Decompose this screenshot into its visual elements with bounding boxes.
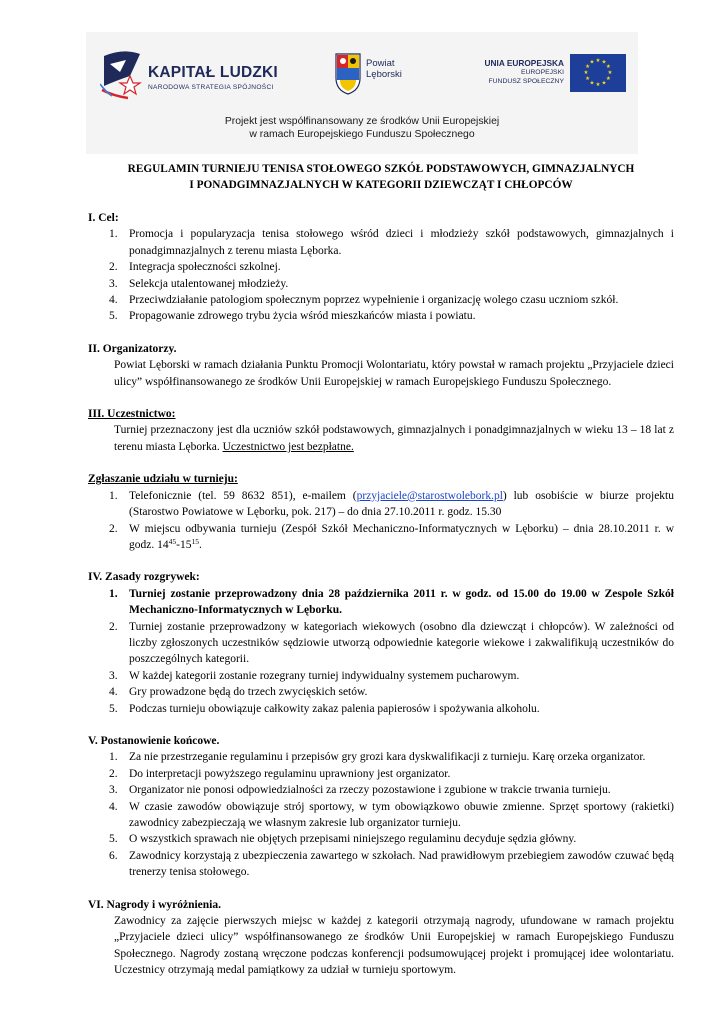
list-item: 2. Do interpretacji powyższego regulaminu uprawniony jest organizator.: [109, 767, 451, 780]
section-awards: [88, 897, 674, 979]
kapital-ludzki-subtitle: NARODOWA STRATEGIA SPÓJNOŚCI: [148, 84, 274, 91]
svg-text:★: ★: [607, 70, 613, 76]
svg-text:★: ★: [601, 59, 607, 66]
kapital-ludzki-mark-icon: [100, 46, 146, 102]
eu-label-line2: FUNDUSZ SPOŁECZNY: [488, 77, 564, 85]
powiat-label-line2: Lęborski: [366, 69, 402, 80]
section-paragraph: Powiat Lęborski w ramach działania Punktu Promocji Wolontariatu, który powstał w ramach projektu „Przyjaciele dzieci ulicy” współfinansowanego ze środków Unii Europejskiej w ramach Europejskiego Funduszu Społecznego.: [114, 359, 674, 388]
section-final-provisions: [88, 733, 674, 881]
section-heading: V. Postanowienie końcowe.: [88, 734, 220, 747]
cofinancing-caption-line2: w ramach Europejskiego Funduszu Społecznego: [249, 129, 475, 140]
eu-logo: [476, 54, 626, 100]
section-heading: III. Uczestnictwo:: [88, 408, 176, 421]
cofinancing-caption: [86, 115, 638, 141]
rules-list: [88, 586, 674, 717]
section-heading: I. Cel:: [88, 212, 119, 224]
svg-text:★: ★: [595, 82, 601, 88]
section-rules: [88, 569, 674, 717]
coat-of-arms-icon: [334, 52, 362, 96]
goal-list: [88, 226, 674, 324]
free-participation-note: Uczestnictwo jest bezpłatne.: [222, 440, 354, 453]
logo-banner: [86, 32, 638, 154]
list-item: 1. Za nie przestrzeganie regulaminu i przepisów gry grozi kara dyskwalifikacji z turnieju. Karę orzeka organizator.: [109, 751, 646, 764]
cofinancing-caption-line1: Projekt jest współfinansowany ze środków Unii Europejskiej: [224, 116, 500, 127]
list-item: 3. Organizator nie ponosi odpowiedzialności za rzeczy pozostawione i zgubione w trakcie trwania turnieju.: [109, 784, 611, 797]
list-item: 5. Propagowanie zdrowego trybu życia wśród mieszkańców miasta i powiatu.: [109, 310, 476, 323]
section-organizers: [88, 341, 674, 390]
svg-text:★: ★: [589, 80, 595, 87]
document-title: [88, 162, 674, 193]
kapital-ludzki-title: KAPITAŁ LUDZKI: [148, 64, 278, 81]
list-item: 1. Turniej zostanie przeprowadzony dnia 28 października 2011 r. w godz. od 15.00 do 19.00 w Zespole Szkół Mechaniczno-Informatycznych w Lęborku.: [109, 587, 674, 617]
section-heading: IV. Zasady rozgrywek:: [88, 571, 200, 584]
list-item: 3. Selekcja utalentowanej młodzieży.: [109, 277, 289, 290]
eu-flag-icon: [570, 54, 626, 92]
list-item: 6. Zawodnicy korzystają z ubezpieczenia zawartego w szkołach. Nad prawidłowym przebiegiem zawodów czuwać będą trenerzy tenisa stołowego.: [109, 849, 674, 879]
powiat-lebork-logo: [334, 52, 424, 98]
list-item: 5. O wszystkich sprawach nie objętych przepisami niniejszego regulaminu decyduje sędzia główny.: [109, 833, 577, 846]
svg-text:★: ★: [585, 64, 591, 70]
svg-text:★: ★: [589, 59, 595, 66]
eu-label-main: UNIA EUROPEJSKA: [484, 58, 564, 68]
participation-text: Turniej przeznaczony jest dla uczniów szkół podstawowych, gimnazjalnych i ponadgimnazjalnych w wieku 13 – 18 lat z terenu miasta Lęborka.: [114, 424, 674, 453]
eu-label-line1: EUROPEJSKI: [520, 69, 564, 76]
registration-list: [88, 488, 674, 554]
svg-text:★: ★: [605, 76, 611, 82]
section-heading: Zgłaszanie udziału w turnieju:: [88, 473, 238, 486]
document-title-line1: REGULAMIN TURNIEJU TENISA STOŁOWEGO SZKÓŁ PODSTAWOWYCH, GIMNAZJALNYCH: [127, 163, 635, 175]
eu-label: [485, 58, 564, 86]
powiat-label-line1: Powiat: [366, 58, 395, 69]
document-title-line2: I PONADGIMNAZJALNYCH W KATEGORII DZIEWCZĄT I CHŁOPCÓW: [189, 178, 573, 191]
section-heading: II. Organizatorzy.: [88, 342, 177, 355]
list-item: 2. W miejscu odbywania turnieju (Zespół Szkół Mechaniczno-Informatycznych w Lęborku) – dnia 28.10.2011 r. w godz. $14^{45}-15^{15}$.: [109, 522, 674, 551]
list-item: 1. Promocja i popularyzacja tenisa stołowego wśród dzieci i młodzieży szkół podstawowych, gimnazjalnych i ponadgimnazjalnych z terenu miasta Lęborka.: [109, 228, 674, 257]
list-item: 4. Przeciwdziałanie patologiom społecznym poprzez wypełnienie i organizację wolego czasu uczniom szkół.: [109, 294, 619, 307]
svg-text:★: ★: [605, 64, 611, 70]
svg-text:★: ★: [601, 80, 607, 87]
svg-text:★: ★: [585, 76, 591, 82]
section-goal: [88, 210, 674, 325]
list-item: 2. Integracja społeczności szkolnej.: [109, 261, 281, 274]
section-participation: [88, 406, 674, 455]
list-item: 2. Turniej zostanie przeprowadzony w kategoriach wiekowych (osobno dla dziewcząt i chłopców). W zależności od liczby zgłoszonych uczestników sędziowie utworzą odpowiednie kategorie wiekowe i zakwalifikują uczestników do poszczególnych kategorii.: [109, 620, 674, 666]
section-heading: VI. Nagrody i wyróżnienia.: [88, 898, 221, 911]
email-link[interactable]: przyjaciele@starostwolebork.pl: [356, 489, 503, 502]
list-item: 1. Telefonicznie (tel. 59 8632 851), e-mailem (przyjaciele@starostwolebork.pl) lub osobiście w biurze projektu (Starostwo Powiatowe w Lęborku, pok. 217) – do dnia 27.10.2011 r. godz. 15.30: [109, 489, 674, 519]
list-item: 4. W czasie zawodów obowiązuje strój sportowy, w tym obowiązkowo obuwie zmienne. Sprzęt sportowy (rakietki) zawodnicy zabezpieczają we własnym zakresie lub organizator turnieju.: [109, 800, 674, 829]
list-item: 5. Podczas turnieju obowiązuje całkowity zakaz palenia papierosów i spożywania alkoholu.: [109, 702, 540, 715]
svg-text:★: ★: [583, 70, 589, 76]
section-registration: [88, 471, 674, 553]
final-provisions-list: [88, 749, 674, 880]
list-item: 3. W każdej kategorii zostanie rozegrany turniej indywidualny systemem pucharowym.: [109, 669, 520, 682]
svg-text:★: ★: [595, 58, 601, 64]
kapital-ludzki-logo: [100, 46, 278, 102]
section-paragraph: [88, 422, 674, 455]
section-paragraph: Zawodnicy za zajęcie pierwszych miejsc w każdej z kategorii otrzymają nagrody, ufundowane w ramach projektu „Przyjaciele dzieci ulicy” współfinansowanego ze środków Unii Europejskiej w ramach Europejskiego Funduszu Społecznego. Nagrody zostaną wręczone podczas konferencji podsumowującej projekt i promującej idee wolontariatu. Uczestnicy otrzymają medal pamiątkowy za udział w turnieju sportowym.: [114, 915, 674, 977]
regulation-document: [88, 162, 674, 995]
powiat-label: [366, 58, 426, 80]
list-item: 4. Gry prowadzone będą do trzech zwycięskich setów.: [109, 686, 368, 699]
